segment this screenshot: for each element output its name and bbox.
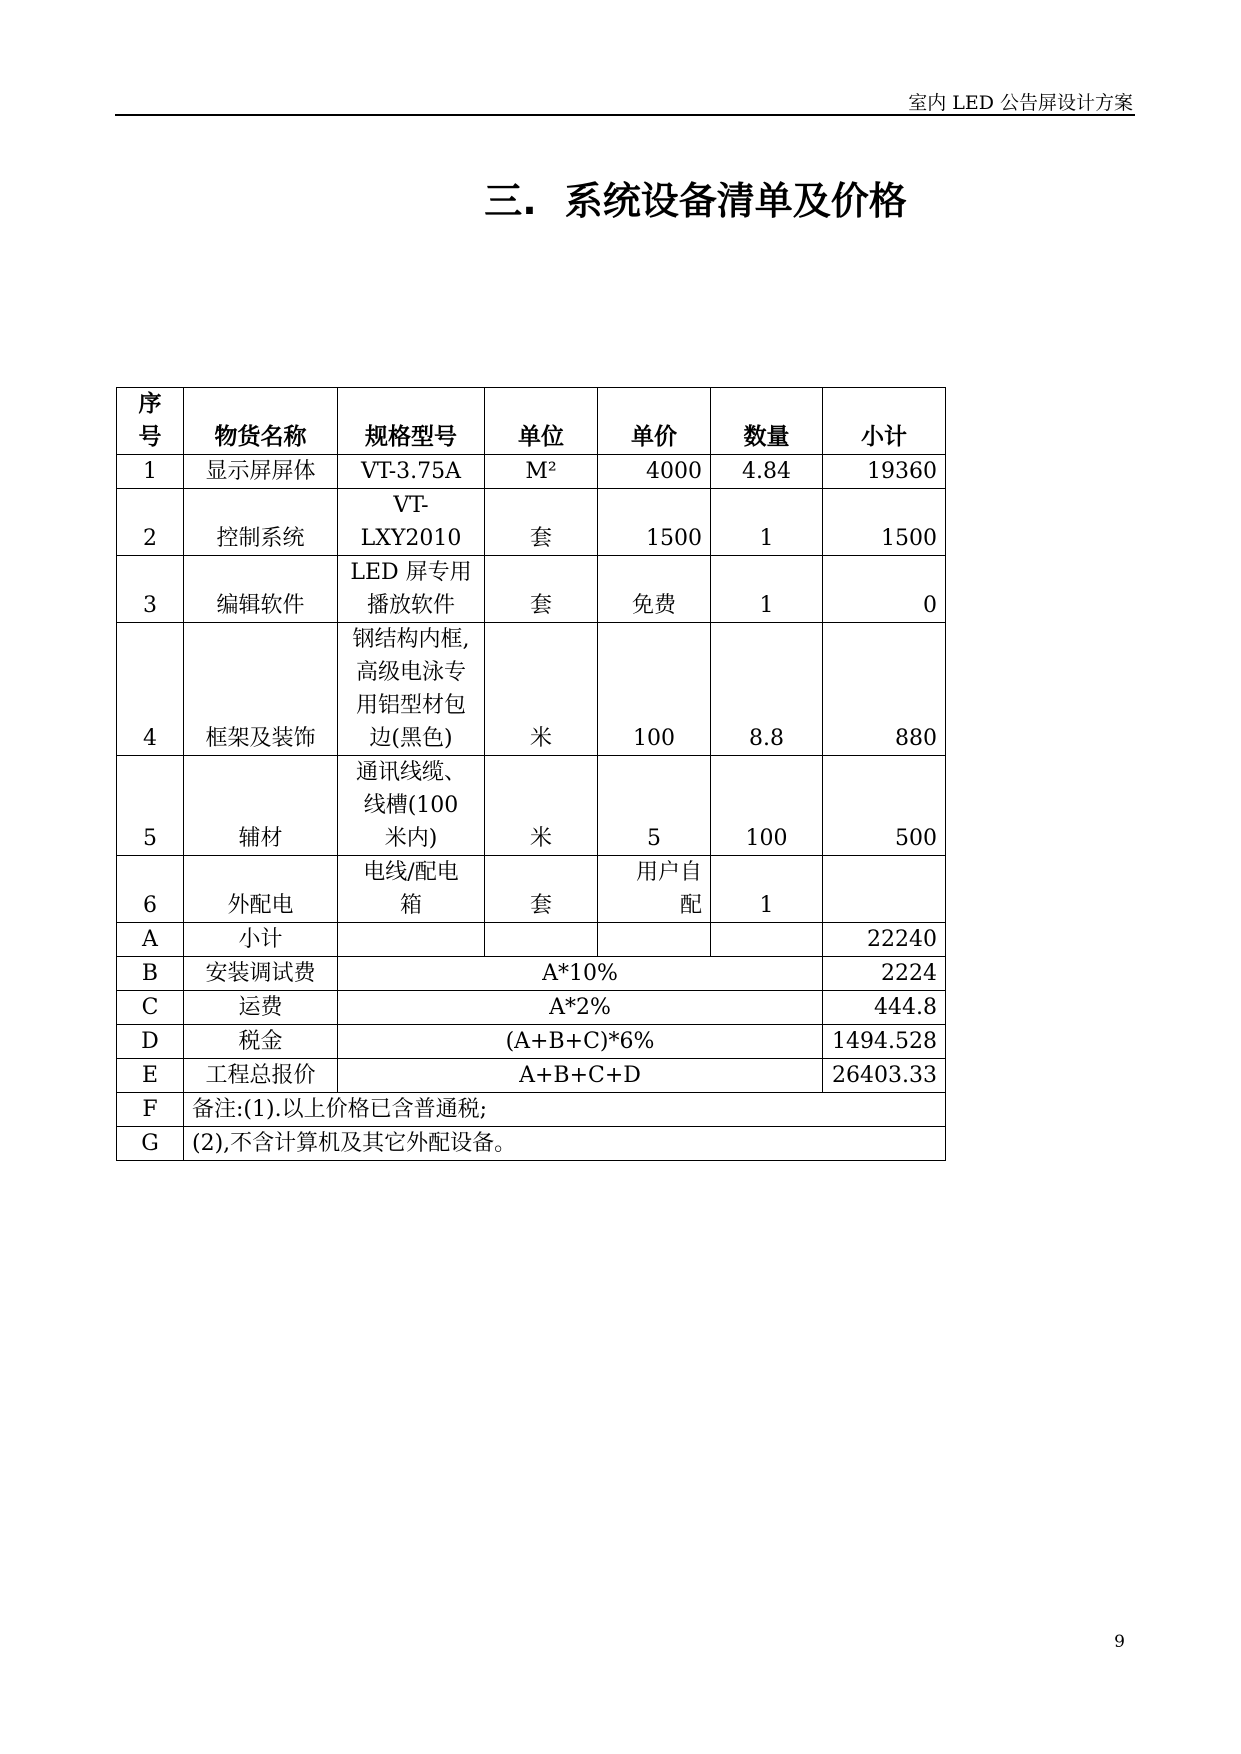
summary-row (117, 923, 946, 957)
cell-unit: 套 (485, 489, 598, 556)
cell-note: 备注:(1).以上价格已含普通税; (184, 1093, 946, 1127)
cell-name: 安装调试费 (184, 957, 338, 991)
cell-subtotal: 0 (823, 556, 946, 623)
header-spec: 规格型号 (338, 388, 485, 455)
cell-seq: 6 (117, 856, 184, 923)
header-unit: 单位 (485, 388, 598, 455)
cell-seq: 3 (117, 556, 184, 623)
cell-name: 显示屏屏体 (184, 455, 338, 489)
cell-unit: M² (485, 455, 598, 489)
summary-row (117, 991, 946, 1025)
table-row (117, 489, 946, 556)
cell-seq: 2 (117, 489, 184, 556)
cell-spec: LED 屏专用 播放软件 (338, 556, 485, 623)
cell-subtotal: 500 (823, 756, 946, 856)
header-name: 物货名称 (184, 388, 338, 455)
cell-price: 100 (598, 623, 711, 756)
page-header: 室内 LED 公告屏设计方案 (908, 92, 1133, 114)
note-row (117, 1093, 946, 1127)
cell-subtotal (823, 856, 946, 923)
cell-name: 小计 (184, 923, 338, 957)
cell-price: 4000 (598, 455, 711, 489)
section-title-text: 系统设备清单及价格 (564, 179, 907, 223)
cell-empty (338, 923, 485, 957)
cell-seq: B (117, 957, 184, 991)
cell-empty (598, 923, 711, 957)
cell-note: (2),不含计算机及其它外配设备。 (184, 1127, 946, 1161)
cell-subtotal: 1494.528 (823, 1025, 946, 1059)
table-row (117, 455, 946, 489)
header-qty: 数量 (711, 388, 823, 455)
cell-qty: 1 (711, 489, 823, 556)
cell-subtotal: 2224 (823, 957, 946, 991)
cell-formula: A*10% (338, 957, 823, 991)
cell-seq: E (117, 1059, 184, 1093)
cell-unit: 套 (485, 856, 598, 923)
cell-seq: 1 (117, 455, 184, 489)
cell-unit: 套 (485, 556, 598, 623)
cell-qty: 8.8 (711, 623, 823, 756)
cell-subtotal: 26403.33 (823, 1059, 946, 1093)
summary-row (117, 1059, 946, 1093)
cell-price: 免费 (598, 556, 711, 623)
cell-formula: A+B+C+D (338, 1059, 823, 1093)
cell-subtotal: 444.8 (823, 991, 946, 1025)
cell-unit: 米 (485, 623, 598, 756)
header-subtotal: 小计 (823, 388, 946, 455)
cell-formula: A*2% (338, 991, 823, 1025)
cell-spec: VT-3.75A (338, 455, 485, 489)
header-seq: 序 号 (117, 388, 184, 455)
table-row (117, 756, 946, 856)
cell-empty (485, 923, 598, 957)
cell-subtotal: 22240 (823, 923, 946, 957)
note-row (117, 1127, 946, 1161)
cell-qty: 100 (711, 756, 823, 856)
cell-empty (711, 923, 823, 957)
cell-spec: 通讯线缆、 线槽(100 米内) (338, 756, 485, 856)
cell-seq: A (117, 923, 184, 957)
section-title (0, 170, 1241, 225)
cell-subtotal: 880 (823, 623, 946, 756)
cell-spec: 电线/配电 箱 (338, 856, 485, 923)
cell-name: 税金 (184, 1025, 338, 1059)
cell-name: 外配电 (184, 856, 338, 923)
cell-price: 1500 (598, 489, 711, 556)
summary-row (117, 957, 946, 991)
cell-spec: VT-LXY2010 (338, 489, 485, 556)
header-price: 单价 (598, 388, 711, 455)
cell-name: 框架及装饰 (184, 623, 338, 756)
cell-name: 编辑软件 (184, 556, 338, 623)
table-row (117, 623, 946, 756)
cell-name: 辅材 (184, 756, 338, 856)
cell-seq: 4 (117, 623, 184, 756)
table-header-row (117, 388, 946, 455)
cell-formula: (A+B+C)*6% (338, 1025, 823, 1059)
cell-spec: 钢结构内框, 高级电泳专 用铝型材包 边(黑色) (338, 623, 485, 756)
cell-subtotal: 19360 (823, 455, 946, 489)
cell-seq: F (117, 1093, 184, 1127)
summary-row (117, 1025, 946, 1059)
cell-name: 控制系统 (184, 489, 338, 556)
cell-qty: 1 (711, 556, 823, 623)
cell-qty: 4.84 (711, 455, 823, 489)
section-number: 三. (484, 179, 537, 223)
page-number: 9 (1114, 1632, 1125, 1652)
header-rule (115, 114, 1135, 116)
cell-name: 工程总报价 (184, 1059, 338, 1093)
table-row (117, 856, 946, 923)
cell-seq: 5 (117, 756, 184, 856)
cell-qty: 1 (711, 856, 823, 923)
cell-unit: 米 (485, 756, 598, 856)
cell-price: 用户自 配 (598, 856, 711, 923)
cell-name: 运费 (184, 991, 338, 1025)
cell-seq: C (117, 991, 184, 1025)
table-row (117, 556, 946, 623)
cell-seq: G (117, 1127, 184, 1161)
cell-seq: D (117, 1025, 184, 1059)
equipment-price-table (116, 387, 946, 1161)
cell-subtotal: 1500 (823, 489, 946, 556)
cell-price: 5 (598, 756, 711, 856)
